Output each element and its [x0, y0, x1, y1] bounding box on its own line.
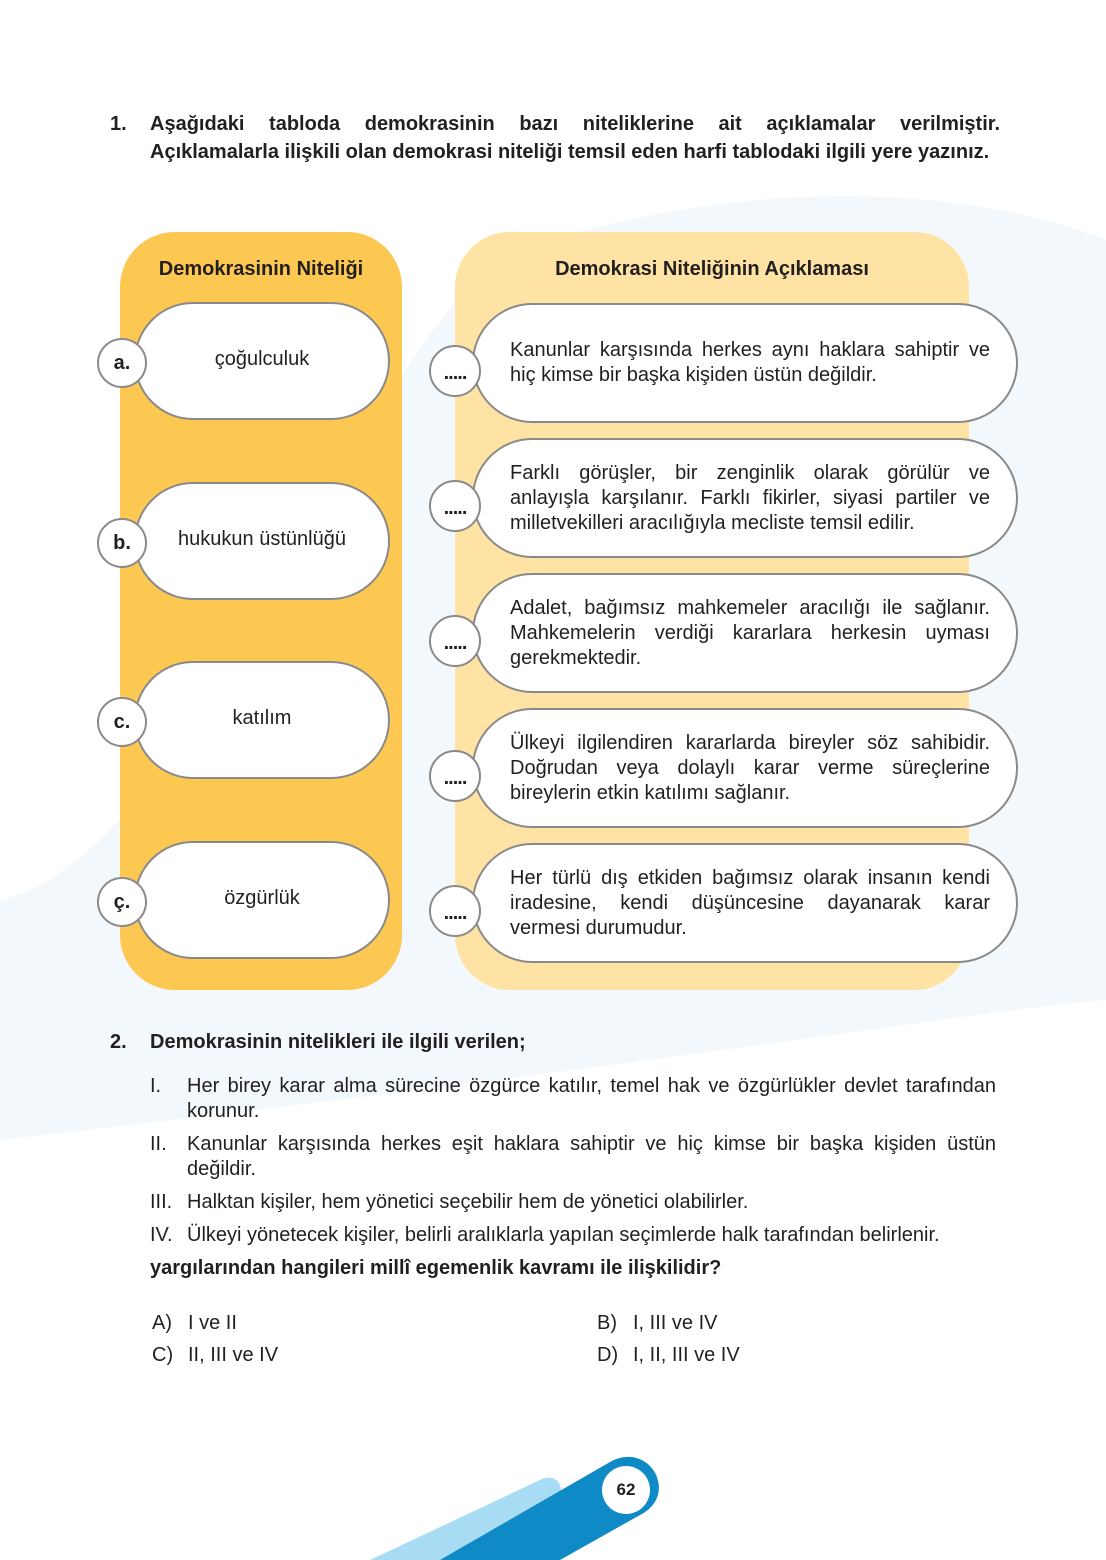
answer-blank-4[interactable]: .....: [429, 750, 481, 802]
description-text: Her türlü dış etkiden bağımsız olarak insanın kendi iradesine, kendi düşüncesine dayanarak karar vermesi durumudur.: [510, 866, 990, 939]
quality-letter-c: c.: [97, 697, 147, 747]
description-text: Adalet, bağımsız mahkemeler aracılığı ile sağlanır. Mahkemelerin verdiği kararlara herkesin uyması gerekmektedir.: [510, 596, 990, 669]
statement-text: Ülkeyi yönetecek kişiler, belirli aralıklarla yapılan seçimlerde halk tarafından belirlenir.: [187, 1224, 940, 1246]
quality-item-c: [134, 661, 390, 779]
description-text: Kanunlar karşısında herkes aynı haklara sahiptir ve hiç kimse bir başka kişiden üstün değildir.: [510, 339, 990, 386]
option-a[interactable]: [152, 1312, 237, 1335]
answer-blank-2[interactable]: .....: [429, 480, 481, 532]
question-1-number: 1.: [110, 113, 127, 135]
description-item-3: [472, 573, 1018, 693]
question-1-text: Aşağıdaki tabloda demokrasinin bazı niteliklerine ait açıklamalar verilmiştir. Açıklamalarla ilişkili olan demokrasi niteliği temsil eden harfi tablodaki ilgili yere yazınız.: [150, 113, 1000, 163]
statement-item: [150, 1223, 996, 1248]
quality-label: katılım: [232, 706, 292, 729]
answer-blank-3[interactable]: .....: [429, 615, 481, 667]
option-d[interactable]: [597, 1344, 740, 1367]
quality-item-b: [134, 482, 390, 600]
statement-text: Her birey karar alma sürecine özgürce katılır, temel hak ve özgürlükler devlet tarafından korunur.: [187, 1075, 996, 1122]
quality-label: çoğulculuk: [214, 347, 310, 370]
statement-list: [150, 1074, 996, 1281]
option-letter: A): [152, 1312, 172, 1334]
option-letter: D): [597, 1344, 619, 1366]
option-b[interactable]: [597, 1312, 717, 1335]
question-2-number: 2.: [110, 1031, 127, 1053]
option-letter: B): [597, 1312, 617, 1334]
answer-blank-5[interactable]: .....: [429, 885, 481, 937]
quality-letter-b: b.: [97, 518, 147, 568]
description-item-2: [472, 438, 1018, 558]
description-item-1: [472, 303, 1018, 423]
statement-item: [150, 1074, 996, 1124]
statement-roman: I.: [150, 1075, 162, 1097]
option-text: I ve II: [188, 1312, 237, 1334]
question-2-ask: yargılarından hangileri millî egemenlik kavramı ile ilişkilidir?: [150, 1257, 722, 1279]
question-1: [110, 110, 1000, 166]
answer-blank-1[interactable]: .....: [429, 345, 481, 397]
option-text: I, III ve IV: [633, 1312, 718, 1334]
statement-item: [150, 1132, 996, 1182]
description-item-5: [472, 843, 1018, 963]
option-text: II, III ve IV: [188, 1344, 279, 1366]
statement-text: Kanunlar karşısında herkes eşit haklara sahiptir ve hiç kimse bir başka kişiden üstün değildir.: [187, 1133, 996, 1180]
statement-item: [150, 1190, 996, 1215]
question-2: [110, 1028, 1000, 1056]
quality-letter-a: a.: [97, 338, 147, 388]
statement-roman: IV.: [150, 1224, 173, 1246]
quality-label: hukukun üstünlüğü: [178, 527, 346, 550]
option-c[interactable]: [152, 1344, 278, 1367]
descriptions-header: Demokrasi Niteliğinin Açıklaması: [555, 258, 869, 280]
statement-text: Halktan kişiler, hem yönetici seçebilir hem de yönetici olabilirler.: [187, 1191, 749, 1213]
page-number: 62: [602, 1466, 650, 1514]
quality-label: özgürlük: [224, 886, 300, 909]
description-text: Ülkeyi ilgilendiren kararlarda bireyler söz sahibidir. Doğrudan veya dolaylı karar verme süreçlerine bireylerin etkin katılımı sağlanır.: [510, 731, 990, 804]
description-item-4: [472, 708, 1018, 828]
question-2-text: Demokrasinin nitelikleri ile ilgili verilen;: [150, 1031, 526, 1053]
qualities-header: Demokrasinin Niteliği: [158, 258, 364, 280]
option-text: I, II, III ve IV: [633, 1344, 740, 1366]
option-letter: C): [152, 1344, 174, 1366]
quality-item-a: [134, 302, 390, 420]
statement-roman: II.: [150, 1133, 167, 1155]
quality-item-cc: [134, 841, 390, 959]
statement-roman: III.: [150, 1191, 173, 1213]
description-text: Farklı görüşler, bir zenginlik olarak görülür ve anlayışla karşılanır. Farklı fikirler, siyasi partiler ve milletvekilleri aracılığıyla mecliste temsil edilir.: [510, 461, 990, 534]
quality-letter-cc: ç.: [97, 877, 147, 927]
